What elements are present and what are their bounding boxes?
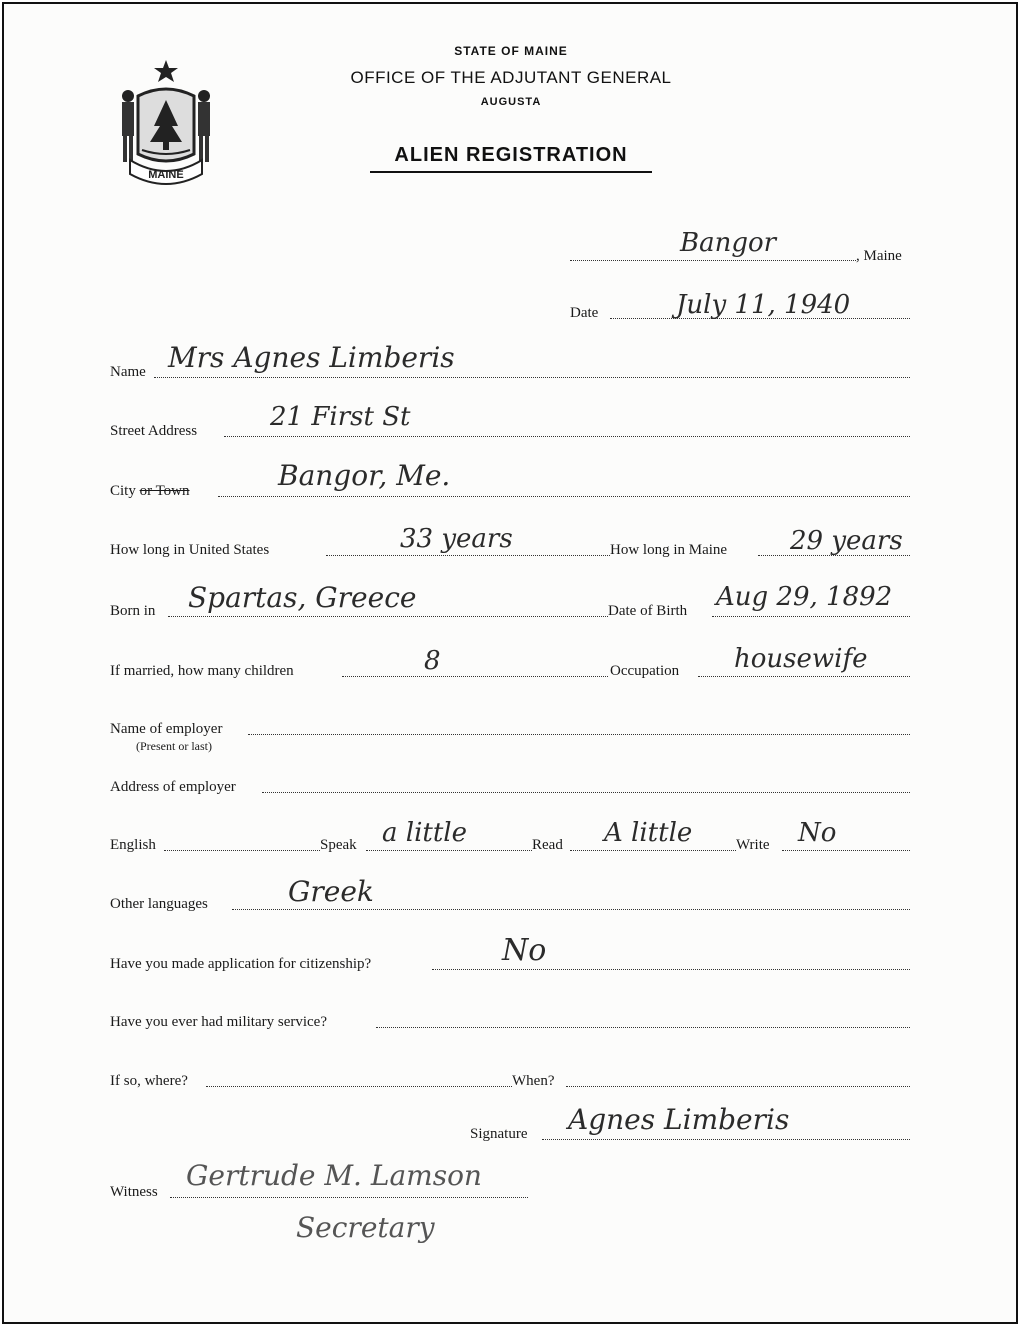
- city-heading: AUGUSTA: [480, 96, 542, 108]
- city-label: City or Town: [110, 483, 190, 499]
- when-label: When?: [512, 1073, 555, 1089]
- how-long-maine-value: 29 years: [790, 526, 903, 556]
- employer-name-sublabel: (Present or last): [136, 739, 212, 753]
- born-in-line: [168, 616, 608, 617]
- born-in-value: Spartas, Greece: [188, 581, 417, 614]
- city-value: Bangor, Me.: [278, 459, 451, 492]
- signature-value: Agnes Limberis: [568, 1103, 790, 1136]
- date-of-birth-label: Date of Birth: [608, 603, 688, 619]
- date-value: July 11, 1940: [676, 290, 851, 320]
- employer-name-line: [248, 734, 910, 735]
- military-label: Have you ever had military service?: [110, 1014, 327, 1030]
- write-label: Write: [736, 837, 770, 853]
- other-languages-value: Greek: [288, 875, 374, 908]
- maine-state-seal-icon: [108, 56, 224, 190]
- place-suffix: , Maine: [856, 248, 902, 264]
- witness-title: Secretary: [296, 1211, 435, 1244]
- occupation-label: Occupation: [610, 663, 680, 679]
- speak-line: [366, 850, 532, 851]
- speak-label: Speak: [320, 837, 357, 853]
- witness-label: Witness: [110, 1184, 158, 1200]
- witness-value: Gertrude M. Lamson: [186, 1159, 482, 1192]
- read-label: Read: [532, 837, 563, 853]
- when-line: [566, 1086, 910, 1087]
- witness-line: [170, 1197, 528, 1198]
- street-value: 21 First St: [270, 402, 411, 432]
- name-label: Name: [110, 364, 146, 380]
- citizenship-label: Have you made application for citizenship?: [110, 956, 372, 972]
- english-line: [164, 850, 320, 851]
- occupation-line: [698, 676, 910, 677]
- date-of-birth-value: Aug 29, 1892: [716, 582, 893, 612]
- street-line: [224, 436, 910, 437]
- other-languages-label: Other languages: [110, 896, 208, 912]
- signature-label: Signature: [470, 1126, 528, 1142]
- state-heading: STATE OF MAINE: [454, 44, 568, 58]
- speak-value: a little: [382, 818, 467, 848]
- other-languages-line: [232, 909, 910, 910]
- how-long-us-value: 33 years: [400, 524, 513, 554]
- military-line: [376, 1027, 910, 1028]
- name-line: [154, 377, 910, 378]
- date-of-birth-line: [712, 616, 910, 617]
- place-value: Bangor: [680, 228, 777, 258]
- how-long-us-line: [326, 555, 610, 556]
- write-value: No: [798, 818, 837, 848]
- children-label: If married, how many children: [110, 663, 294, 679]
- children-value: 8: [424, 646, 441, 676]
- citizenship-value: No: [502, 933, 547, 968]
- date-label: Date: [570, 305, 599, 321]
- children-line: [342, 676, 608, 677]
- how-long-us-label: How long in United States: [110, 542, 270, 558]
- occupation-value: housewife: [734, 644, 868, 674]
- english-label: English: [110, 837, 156, 853]
- read-value: A little: [604, 818, 693, 848]
- signature-line: [542, 1139, 910, 1140]
- how-long-maine-label: How long in Maine: [610, 542, 728, 558]
- place-line: [570, 260, 856, 261]
- employer-name-label: Name of employer: [110, 721, 223, 737]
- write-line: [782, 850, 910, 851]
- where-label: If so, where?: [110, 1073, 188, 1089]
- employer-address-label: Address of employer: [110, 779, 236, 795]
- employer-address-line: [262, 792, 910, 793]
- read-line: [570, 850, 736, 851]
- where-line: [206, 1086, 512, 1087]
- city-line: [218, 496, 910, 497]
- name-value: Mrs Agnes Limberis: [168, 341, 455, 374]
- citizenship-line: [432, 969, 910, 970]
- title-underline: [370, 171, 652, 173]
- form-title: ALIEN REGISTRATION: [394, 144, 628, 166]
- street-label: Street Address: [110, 423, 198, 439]
- seal-ribbon-text: MAINE: [148, 169, 184, 181]
- office-heading: OFFICE OF THE ADJUTANT GENERAL: [350, 68, 672, 87]
- born-in-label: Born in: [110, 603, 156, 619]
